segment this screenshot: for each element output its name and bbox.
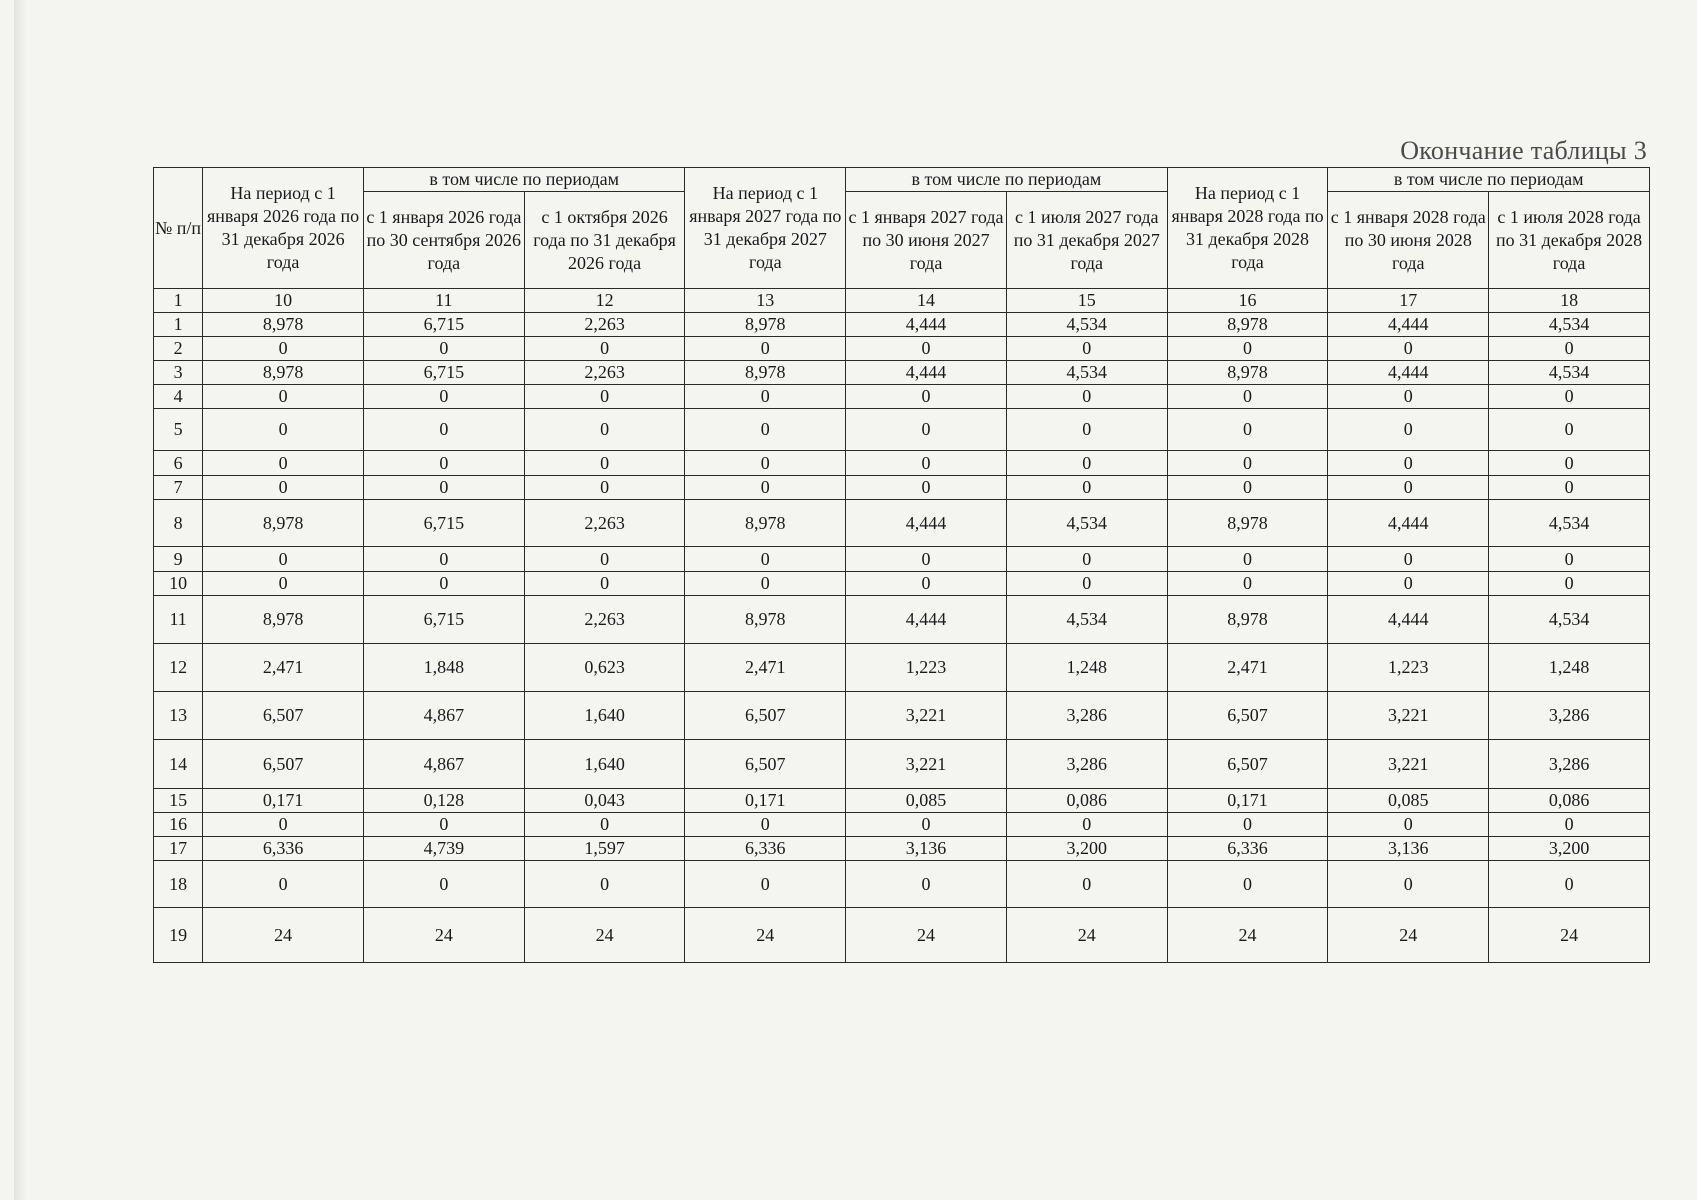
row-number-cell: 10 [154,572,203,596]
row-number-cell: 5 [154,409,203,451]
value-cell: 0 [524,861,685,908]
header-period-total: На период с 1 января 2026 года по 31 декабря 2026 года [203,168,364,289]
column-number-cell: 1 [154,289,203,313]
value-cell: 6,507 [685,692,846,740]
value-cell: 0,085 [1328,789,1489,813]
value-cell: 3,286 [1489,740,1650,789]
value-cell: 0 [1328,409,1489,451]
value-cell: 0 [1167,547,1328,572]
value-cell: 3,286 [1489,692,1650,740]
value-cell: 3,286 [1006,692,1167,740]
value-cell: 6,507 [1167,740,1328,789]
table-caption: Окончание таблицы 3 [1400,136,1647,165]
value-cell: 4,534 [1006,500,1167,547]
value-cell: 4,534 [1489,596,1650,644]
table-row [154,451,1650,476]
value-cell: 8,978 [685,313,846,337]
value-cell: 6,507 [685,740,846,789]
value-cell: 8,978 [1167,500,1328,547]
value-cell: 1,640 [524,740,685,789]
value-cell: 4,444 [846,313,1007,337]
value-cell: 6,507 [203,740,364,789]
value-cell: 4,444 [846,596,1007,644]
column-number-cell: 12 [524,289,685,313]
value-cell: 0,623 [524,644,685,692]
value-cell: 4,444 [846,500,1007,547]
value-cell: 0 [203,409,364,451]
value-cell: 0 [685,547,846,572]
value-cell: 4,444 [1328,361,1489,385]
value-cell: 0 [1489,813,1650,837]
value-cell: 24 [846,908,1007,963]
row-number-cell: 14 [154,740,203,789]
value-cell: 8,978 [203,313,364,337]
value-cell: 0 [846,451,1007,476]
value-cell: 3,200 [1006,837,1167,861]
value-cell: 4,534 [1006,596,1167,644]
value-cell: 0 [1006,385,1167,409]
value-cell: 4,534 [1006,361,1167,385]
header-subperiod: с 1 октября 2026 года по 31 декабря 2026 года [524,192,685,289]
value-cell: 0 [524,476,685,500]
value-cell: 0,128 [363,789,524,813]
value-cell: 3,221 [846,740,1007,789]
column-number-row [154,289,1650,313]
value-cell: 0,085 [846,789,1007,813]
value-cell: 0 [203,337,364,361]
value-cell: 4,444 [1328,313,1489,337]
table-row [154,908,1650,963]
value-cell: 0 [524,385,685,409]
table-row [154,313,1650,337]
table-row [154,476,1650,500]
value-cell: 0 [1167,337,1328,361]
value-cell: 0 [363,861,524,908]
value-cell: 24 [203,908,364,963]
value-cell: 0 [1489,451,1650,476]
value-cell: 0 [1489,547,1650,572]
value-cell: 8,978 [203,596,364,644]
table-row [154,644,1650,692]
value-cell: 0 [1489,861,1650,908]
value-cell: 0 [685,572,846,596]
value-cell: 0 [1489,337,1650,361]
value-cell: 4,444 [846,361,1007,385]
column-number-cell: 14 [846,289,1007,313]
value-cell: 8,978 [203,361,364,385]
value-cell: 0 [1167,451,1328,476]
value-cell: 6,715 [363,500,524,547]
value-cell: 2,471 [1167,644,1328,692]
row-number-cell: 8 [154,500,203,547]
header-subperiod: с 1 января 2027 года по 30 июня 2027 года [846,192,1007,289]
value-cell: 0 [685,813,846,837]
table-body [154,313,1650,963]
row-number-cell: 1 [154,313,203,337]
value-cell: 8,978 [203,500,364,547]
value-cell: 6,715 [363,361,524,385]
value-cell: 0 [1328,451,1489,476]
header-subperiod: с 1 января 2028 года по 30 июня 2028 года [1328,192,1489,289]
table-row [154,813,1650,837]
value-cell: 0 [363,451,524,476]
value-cell: 0 [1328,547,1489,572]
value-cell: 0 [846,337,1007,361]
value-cell: 0 [846,813,1007,837]
value-cell: 24 [1328,908,1489,963]
value-cell: 8,978 [685,361,846,385]
value-cell: 24 [363,908,524,963]
value-cell: 0 [524,547,685,572]
value-cell: 0 [846,409,1007,451]
value-cell: 0 [203,813,364,837]
value-cell: 3,286 [1006,740,1167,789]
value-cell: 4,867 [363,692,524,740]
row-number-cell: 2 [154,337,203,361]
value-cell: 0 [1006,813,1167,837]
table-row [154,861,1650,908]
value-cell: 2,471 [203,644,364,692]
value-cell: 0 [1328,476,1489,500]
value-cell: 0 [1167,861,1328,908]
table-row [154,409,1650,451]
column-number-cell: 10 [203,289,364,313]
value-cell: 8,978 [685,596,846,644]
value-cell: 0 [846,861,1007,908]
value-cell: 0 [524,451,685,476]
value-cell: 0 [1006,451,1167,476]
value-cell: 0 [846,385,1007,409]
value-cell: 0,086 [1006,789,1167,813]
table-row [154,740,1650,789]
value-cell: 0 [1328,385,1489,409]
value-cell: 24 [524,908,685,963]
table-row [154,500,1650,547]
value-cell: 1,248 [1006,644,1167,692]
table-row [154,692,1650,740]
column-number-cell: 11 [363,289,524,313]
value-cell: 0 [1006,547,1167,572]
value-cell: 0 [846,547,1007,572]
row-number-cell: 7 [154,476,203,500]
row-number-cell: 19 [154,908,203,963]
header-period-total: На период с 1 января 2028 года по 31 декабря 2028 года [1167,168,1328,289]
table-row [154,361,1650,385]
value-cell: 8,978 [1167,596,1328,644]
value-cell: 0 [846,572,1007,596]
value-cell: 4,534 [1006,313,1167,337]
value-cell: 0,086 [1489,789,1650,813]
header-subperiod-group: в том числе по периодам [846,168,1167,192]
table-row [154,837,1650,861]
value-cell: 0 [685,861,846,908]
row-number-cell: 3 [154,361,203,385]
value-cell: 0,043 [524,789,685,813]
table-row [154,572,1650,596]
column-number-cell: 15 [1006,289,1167,313]
table-row [154,337,1650,361]
value-cell: 0 [1167,476,1328,500]
value-cell: 1,248 [1489,644,1650,692]
value-cell: 6,336 [1167,837,1328,861]
table-row [154,789,1650,813]
value-cell: 24 [1489,908,1650,963]
header-period-total: На период с 1 января 2027 года по 31 декабря 2027 года [685,168,846,289]
value-cell: 0 [685,385,846,409]
value-cell: 2,263 [524,361,685,385]
value-cell: 3,136 [1328,837,1489,861]
value-cell: 3,136 [846,837,1007,861]
value-cell: 0 [203,547,364,572]
value-cell: 0 [1328,861,1489,908]
row-number-cell: 12 [154,644,203,692]
header-subperiod-group: в том числе по периодам [363,168,684,192]
value-cell: 0 [1489,385,1650,409]
page-edge-shadow [14,0,26,1200]
value-cell: 6,715 [363,596,524,644]
value-cell: 0 [685,451,846,476]
value-cell: 0 [1489,572,1650,596]
row-number-cell: 15 [154,789,203,813]
value-cell: 0 [363,385,524,409]
value-cell: 24 [1167,908,1328,963]
value-cell: 0 [1489,476,1650,500]
table-row [154,596,1650,644]
value-cell: 0,171 [203,789,364,813]
value-cell: 6,336 [685,837,846,861]
data-table [153,167,1650,963]
row-number-cell: 16 [154,813,203,837]
value-cell: 4,534 [1489,313,1650,337]
table-row [154,385,1650,409]
value-cell: 0 [203,476,364,500]
value-cell: 8,978 [1167,361,1328,385]
value-cell: 0 [685,409,846,451]
row-number-cell: 4 [154,385,203,409]
value-cell: 1,640 [524,692,685,740]
column-number-cell: 13 [685,289,846,313]
value-cell: 3,221 [1328,740,1489,789]
header-subperiod: с 1 июля 2028 года по 31 декабря 2028 года [1489,192,1650,289]
column-number-cell: 18 [1489,289,1650,313]
value-cell: 0 [1328,813,1489,837]
value-cell: 0 [1006,409,1167,451]
value-cell: 0 [363,409,524,451]
header-subperiod: с 1 января 2026 года по 30 сентября 2026 года [363,192,524,289]
column-number-cell: 17 [1328,289,1489,313]
value-cell: 6,336 [203,837,364,861]
header-subperiod: с 1 июля 2027 года по 31 декабря 2027 года [1006,192,1167,289]
value-cell: 0 [203,385,364,409]
value-cell: 0 [363,476,524,500]
value-cell: 2,471 [685,644,846,692]
value-cell: 2,263 [524,596,685,644]
value-cell: 6,507 [1167,692,1328,740]
table-row [154,547,1650,572]
value-cell: 0 [1167,385,1328,409]
value-cell: 0,171 [1167,789,1328,813]
value-cell: 0 [524,813,685,837]
value-cell: 24 [685,908,846,963]
value-cell: 0 [203,451,364,476]
value-cell: 1,223 [846,644,1007,692]
value-cell: 0 [685,337,846,361]
value-cell: 24 [1006,908,1167,963]
header-row-number: № п/п [154,168,203,289]
value-cell: 0 [524,572,685,596]
value-cell: 0,171 [685,789,846,813]
value-cell: 0 [363,337,524,361]
row-number-cell: 6 [154,451,203,476]
value-cell: 0 [1328,572,1489,596]
value-cell: 8,978 [685,500,846,547]
value-cell: 3,221 [1328,692,1489,740]
value-cell: 0 [203,572,364,596]
value-cell: 0 [1006,337,1167,361]
value-cell: 6,507 [203,692,364,740]
value-cell: 4,739 [363,837,524,861]
value-cell: 2,263 [524,313,685,337]
value-cell: 0 [1167,572,1328,596]
row-number-cell: 11 [154,596,203,644]
table-header [154,168,1650,313]
value-cell: 4,444 [1328,596,1489,644]
value-cell: 0 [685,476,846,500]
row-number-cell: 13 [154,692,203,740]
value-cell: 0 [524,409,685,451]
row-number-cell: 18 [154,861,203,908]
value-cell: 0 [1006,861,1167,908]
value-cell: 0 [1489,409,1650,451]
value-cell: 0 [363,813,524,837]
row-number-cell: 17 [154,837,203,861]
value-cell: 0 [203,861,364,908]
value-cell: 0 [846,476,1007,500]
value-cell: 0 [1006,572,1167,596]
value-cell: 0 [363,547,524,572]
value-cell: 4,867 [363,740,524,789]
value-cell: 1,223 [1328,644,1489,692]
value-cell: 0 [1167,813,1328,837]
value-cell: 3,200 [1489,837,1650,861]
value-cell: 6,715 [363,313,524,337]
value-cell: 4,444 [1328,500,1489,547]
value-cell: 3,221 [846,692,1007,740]
row-number-cell: 9 [154,547,203,572]
header-subperiod-group: в том числе по периодам [1328,168,1650,192]
value-cell: 2,263 [524,500,685,547]
value-cell: 0 [363,572,524,596]
value-cell: 0 [1328,337,1489,361]
value-cell: 4,534 [1489,500,1650,547]
value-cell: 1,848 [363,644,524,692]
value-cell: 0 [1006,476,1167,500]
value-cell: 0 [1167,409,1328,451]
value-cell: 4,534 [1489,361,1650,385]
value-cell: 1,597 [524,837,685,861]
value-cell: 8,978 [1167,313,1328,337]
column-number-cell: 16 [1167,289,1328,313]
value-cell: 0 [524,337,685,361]
